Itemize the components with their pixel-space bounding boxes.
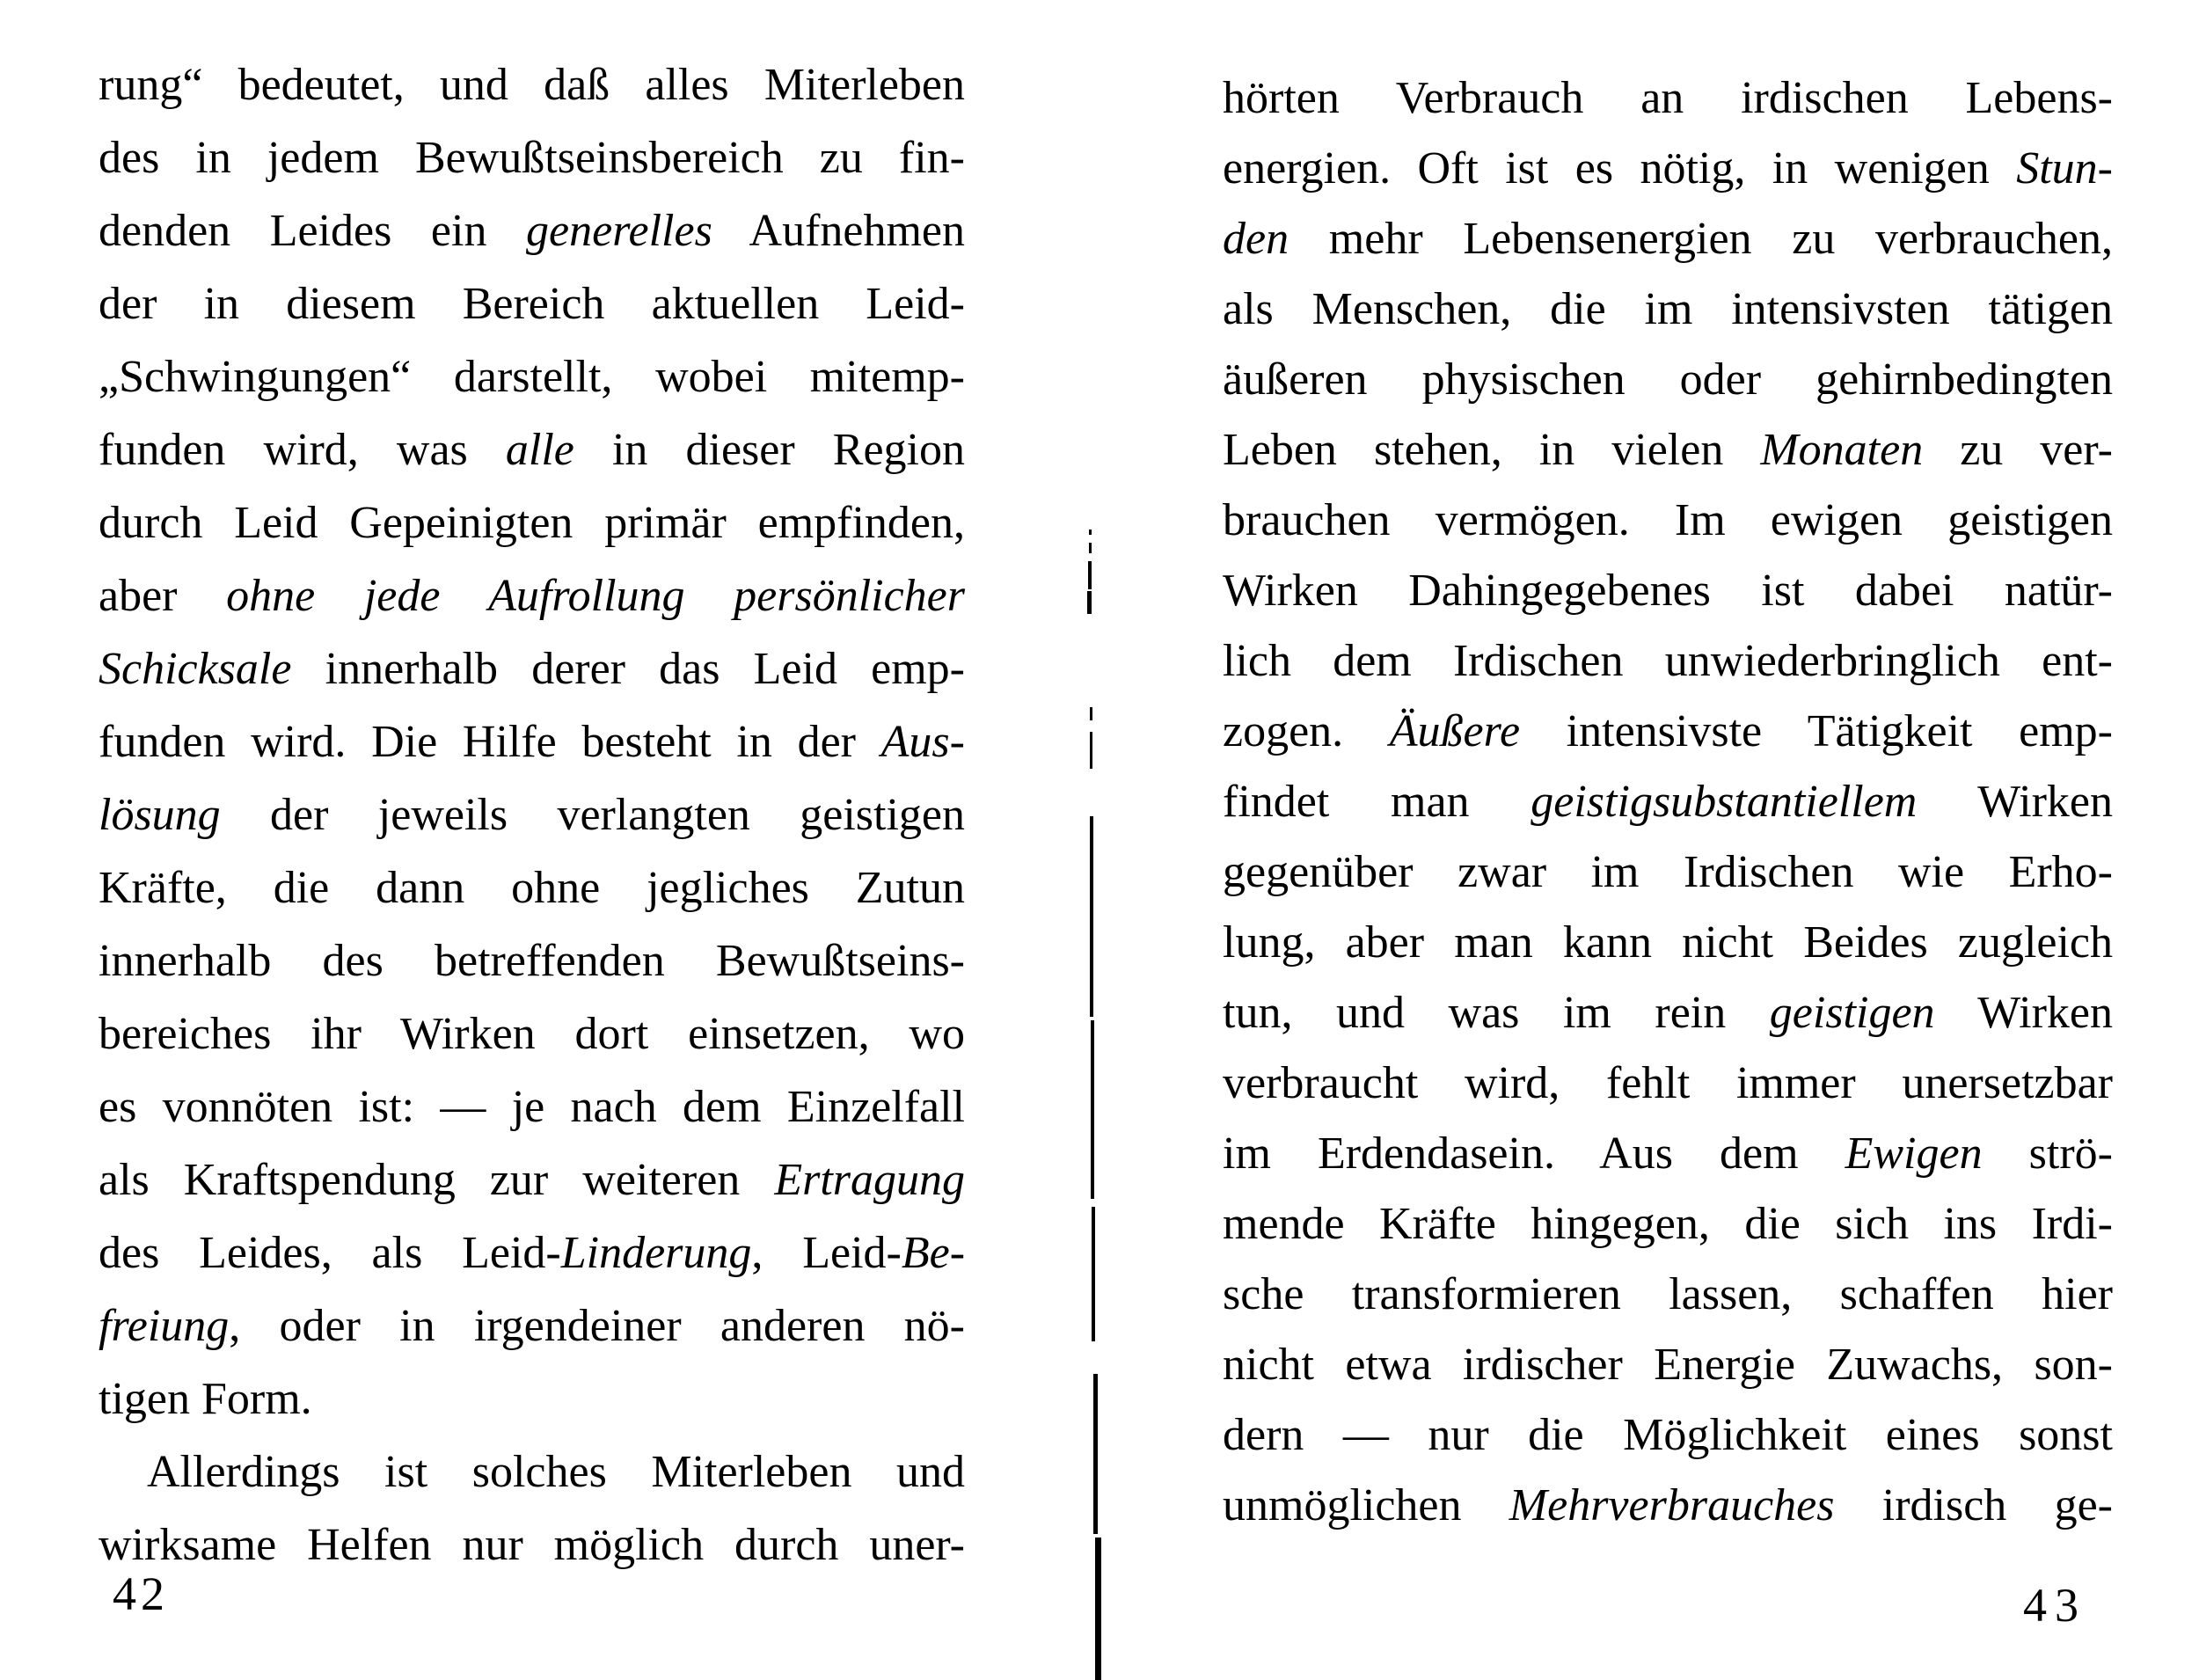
text-segment-italic: Äußere: [1389, 706, 1521, 756]
text-segment: der in diesem Bereich aktuellen Leid-: [99, 279, 965, 329]
text-line: [99, 559, 965, 632]
text-line: [1223, 767, 2113, 837]
text-segment: in dieser Region: [573, 425, 965, 475]
text-segment: Wirken: [1917, 777, 2114, 827]
text-line: [99, 486, 965, 559]
text-segment-italic: freiung: [99, 1301, 230, 1351]
text-line: [1223, 415, 2113, 486]
text-line: [99, 705, 965, 778]
text-segment: , Leid-: [751, 1228, 902, 1278]
text-segment: mende Kräfte hingegen, die sich ins Irdi-: [1223, 1199, 2113, 1249]
text-segment: strö-: [1982, 1129, 2113, 1179]
text-segment: sche transformieren lassen, schaffen hier: [1223, 1269, 2113, 1319]
text-segment: rung“ bedeutet, und daß alles Miterleben: [99, 60, 965, 110]
text-line: [1223, 1119, 2113, 1189]
text-segment: zogen.: [1223, 706, 1390, 756]
text-line: [99, 1435, 965, 1508]
page-number-right: 43: [2023, 1579, 2086, 1632]
gutter-mark: [1095, 1538, 1101, 1680]
text-segment: dern — nur die Möglichkeit eines sonst: [1223, 1410, 2113, 1460]
text-segment: innerhalb derer das Leid emp-: [291, 644, 965, 694]
text-line: [99, 1070, 965, 1143]
text-line: [99, 1362, 965, 1435]
gutter-mark: [1090, 732, 1092, 769]
text-segment: unmöglichen: [1223, 1480, 1509, 1530]
text-segment: Allerdings ist solches Miterleben und: [147, 1447, 965, 1497]
text-segment: funden wird. Die Hilfe besteht in der: [99, 717, 881, 767]
text-line: [99, 48, 965, 121]
text-segment: im Erdendasein. Aus dem: [1223, 1129, 1845, 1179]
text-line: [99, 1289, 965, 1362]
text-segment: „Schwingungen“ darstellt, wobei mitemp-: [99, 352, 965, 402]
text-segment-italic: Ewigen: [1845, 1129, 1983, 1179]
text-segment: verbraucht wird, fehlt immer unersetzbar: [1223, 1058, 2113, 1108]
text-segment-italic: generelles: [526, 206, 712, 256]
text-segment: des Leides, als Leid-: [99, 1228, 561, 1278]
text-segment: lung, aber man kann nicht Beides zugleich: [1223, 917, 2113, 968]
text-segment-italic: Stun-: [2016, 143, 2113, 194]
text-line: [99, 194, 965, 267]
gutter-mark: [1092, 1207, 1095, 1341]
text-line: [1223, 626, 2113, 697]
text-segment: Wirken Dahingegebenes ist dabei natür-: [1223, 566, 2113, 616]
text-line: [1223, 908, 2113, 978]
text-segment: es vonnöten ist: — je nach dem Einzelfall: [99, 1082, 965, 1132]
text-line: [99, 778, 965, 851]
text-line: [1223, 1260, 2113, 1330]
text-line: [1223, 1330, 2113, 1400]
text-segment: durch Leid Gepeinigten primär empfinden,: [99, 498, 965, 548]
text-segment: brauchen vermögen. Im ewigen geistigen: [1223, 495, 2113, 545]
text-segment-italic: Mehrverbrauches: [1509, 1480, 1835, 1530]
text-line: [99, 267, 965, 340]
gutter-mark: [1087, 591, 1092, 614]
text-segment: lich dem Irdischen unwiederbringlich ent-: [1223, 636, 2113, 686]
text-segment: gegenüber zwar im Irdischen wie Erho-: [1223, 847, 2113, 897]
text-line: [1223, 134, 2113, 204]
text-segment: der jeweils verlangten geistigen: [220, 790, 965, 840]
text-segment-italic: ohne jede Aufrollung persönlicher: [226, 571, 965, 621]
text-line: [99, 851, 965, 924]
text-segment: bereiches ihr Wirken dort einsetzen, wo: [99, 1009, 965, 1059]
text-line: [1223, 486, 2113, 556]
text-segment: intensivste Tätigkeit emp-: [1520, 706, 2113, 756]
text-segment-italic: Monaten: [1760, 425, 1924, 475]
text-segment: findet man: [1223, 777, 1531, 827]
page-right-text: [1223, 63, 2113, 1541]
text-segment-italic: lösung: [99, 790, 221, 840]
text-segment-italic: Be-: [901, 1228, 966, 1278]
text-line: [99, 121, 965, 194]
gutter-mark: [1089, 543, 1092, 553]
text-line: [1223, 345, 2113, 415]
text-line: [1223, 978, 2113, 1048]
text-line: [1223, 1471, 2113, 1541]
text-line: [99, 1143, 965, 1216]
text-line: [99, 924, 965, 997]
gutter-mark: [1091, 1020, 1094, 1199]
page-number-left: 42: [113, 1567, 169, 1620]
text-line: [99, 1216, 965, 1289]
text-segment: hörten Verbrauch an irdischen Lebens-: [1223, 73, 2113, 123]
text-line: [99, 340, 965, 413]
gutter-mark: [1090, 707, 1092, 720]
gutter-mark: [1089, 530, 1092, 535]
text-segment: energien. Oft ist es nötig, in wenigen: [1223, 143, 2017, 194]
text-line: [1223, 1048, 2113, 1119]
text-segment: nicht etwa irdischer Energie Zuwachs, son-: [1223, 1340, 2113, 1390]
text-segment: Kräfte, die dann ohne jegliches Zutun: [99, 863, 965, 913]
gutter-mark: [1093, 1374, 1098, 1534]
text-segment-italic: Ertragung: [774, 1155, 965, 1205]
text-line: [1223, 556, 2113, 626]
text-segment-italic: den: [1223, 214, 1289, 264]
text-segment-italic: geistigsubstantiellem: [1531, 777, 1918, 827]
text-segment: zu ver-: [1923, 425, 2113, 475]
text-segment: Leben stehen, in vielen: [1223, 425, 1761, 475]
text-segment: Aufnehmen: [712, 206, 966, 256]
text-line: [1223, 63, 2113, 134]
text-segment: als Kraftspendung zur weiteren: [99, 1155, 775, 1205]
text-segment-italic: Linderung: [560, 1228, 752, 1278]
text-segment: tigen Form.: [99, 1374, 312, 1424]
text-segment: , oder in irgendeiner anderen nö-: [229, 1301, 965, 1351]
text-line: [99, 997, 965, 1070]
text-line: [99, 1508, 965, 1581]
text-segment: äußeren physischen oder gehirnbedingten: [1223, 354, 2113, 405]
text-segment-italic: Schicksale: [99, 644, 292, 694]
text-segment: mehr Lebensenergien zu verbrauchen,: [1289, 214, 2113, 264]
text-segment: aber: [99, 571, 227, 621]
text-segment: des in jedem Bewußtseinsbereich zu fin-: [99, 133, 965, 183]
gutter-mark: [1088, 561, 1092, 589]
text-line: [1223, 204, 2113, 274]
text-segment: irdisch ge-: [1834, 1480, 2113, 1530]
text-line: [1223, 1189, 2113, 1260]
text-segment: innerhalb des betreffenden Bewußtseins-: [99, 936, 965, 986]
text-line: [1223, 274, 2113, 345]
text-segment: denden Leides ein: [99, 206, 527, 256]
text-segment: funden wird, was: [99, 425, 506, 475]
page-left-text: [99, 48, 965, 1581]
text-line: [99, 632, 965, 705]
text-segment-italic: geistigen: [1769, 988, 1935, 1038]
text-segment: Wirken: [1934, 988, 2113, 1038]
text-line: [1223, 837, 2113, 908]
text-line: [1223, 1400, 2113, 1471]
text-segment-italic: Aus-: [880, 717, 965, 767]
text-segment: wirksame Helfen nur möglich durch uner-: [99, 1520, 965, 1570]
text-line: [1223, 697, 2113, 767]
gutter-mark: [1090, 816, 1093, 1017]
text-line: [99, 413, 965, 486]
text-segment-italic: alle: [505, 425, 574, 475]
text-segment: als Menschen, die im intensivsten tätigen: [1223, 284, 2113, 334]
text-segment: tun, und was im rein: [1223, 988, 1770, 1038]
